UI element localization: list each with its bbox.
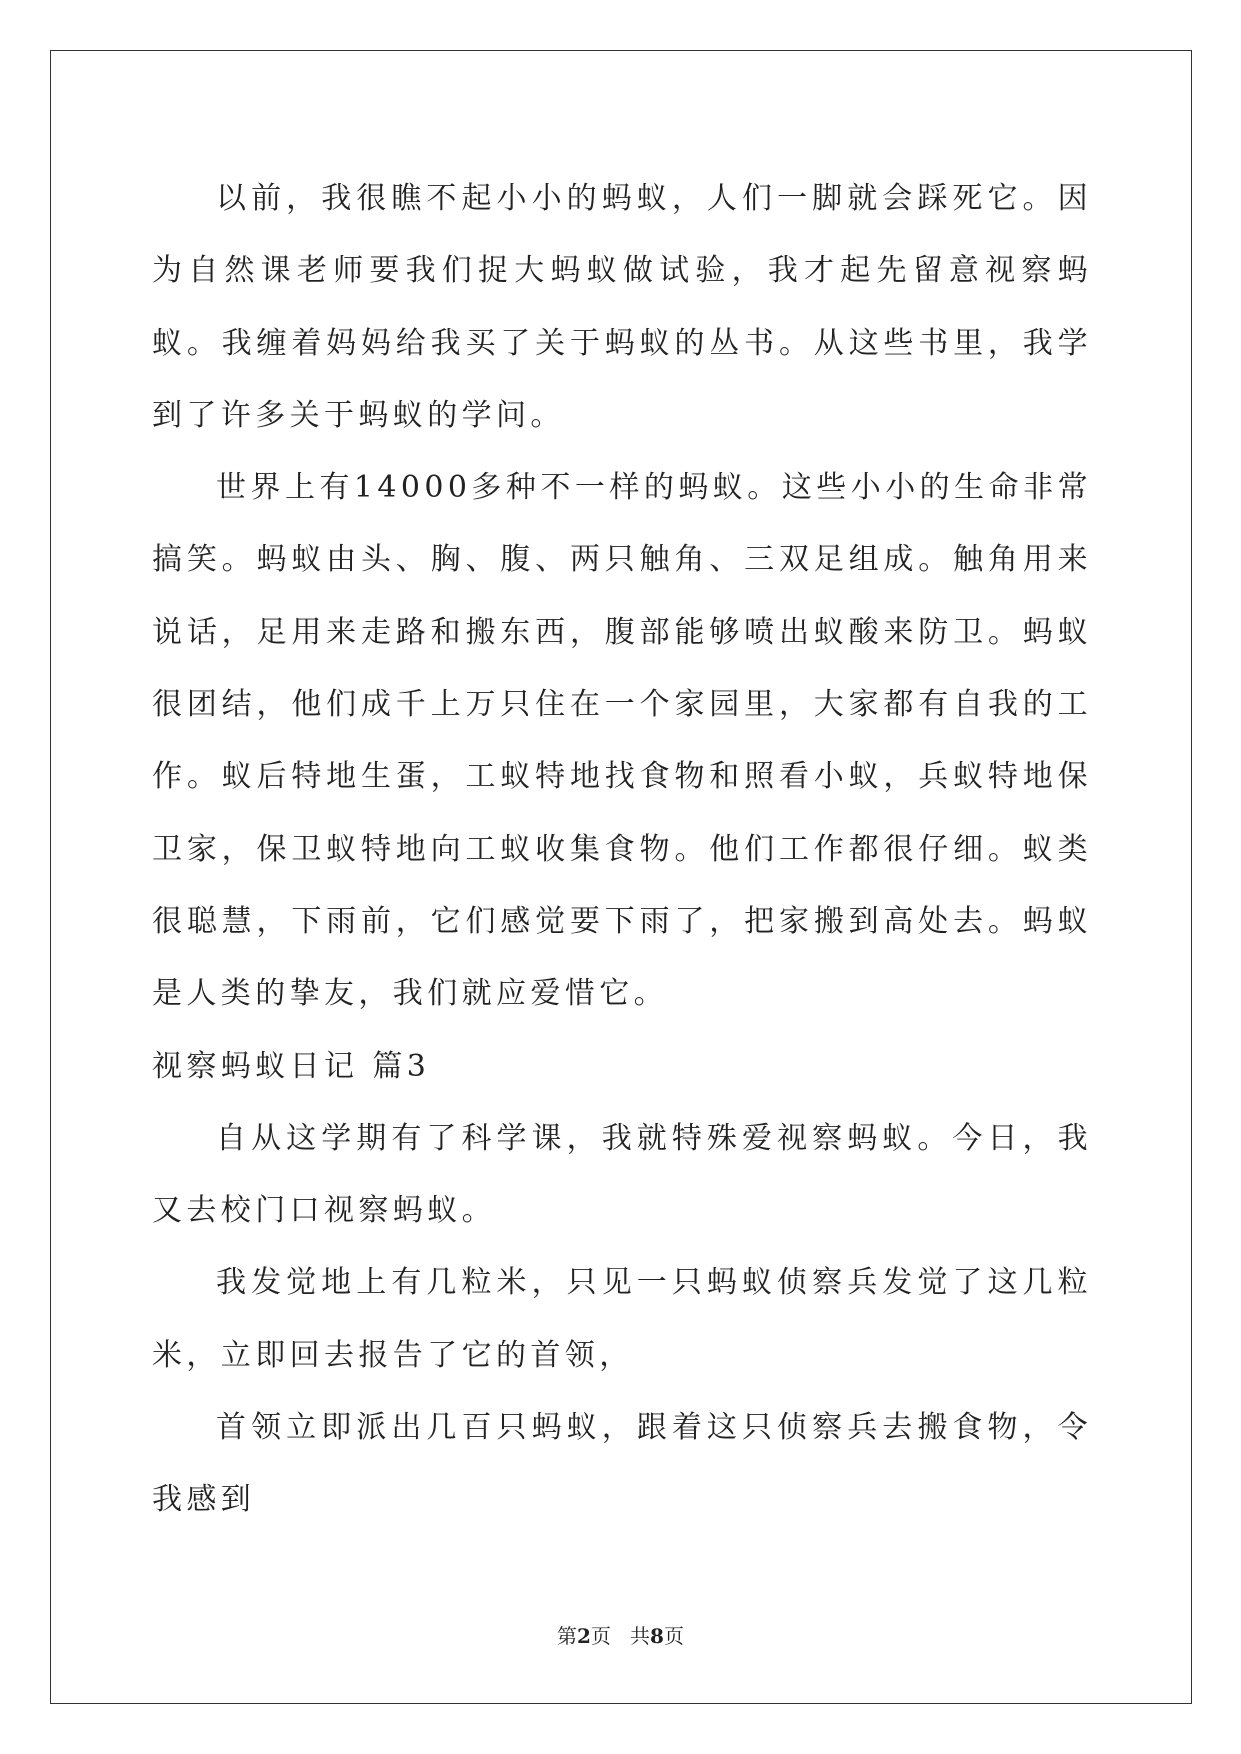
footer-total-prefix: 共: [630, 1624, 651, 1648]
footer-prefix: 第: [557, 1624, 578, 1648]
paragraph-5: 首领立即派出几百只蚂蚁，跟着这只侦察兵去搬食物，令我感到: [152, 1410, 1092, 1518]
footer-page-unit: 页: [590, 1624, 611, 1648]
paragraph-3: 自从这学期有了科学课，我就特殊爱视察蚂蚁。今日，我又去校门口视察蚂蚁。: [152, 1120, 1092, 1229]
paragraph-4: 我发觉地上有几粒米，只见一只蚂蚁侦察兵发觉了这几粒米，立即回去报告了它的首领，: [152, 1265, 1092, 1373]
page-footer: [0, 1620, 1241, 1649]
footer-total-unit: 页: [663, 1624, 684, 1648]
paragraph-2: 世界上有14000多种不一样的蚂蚁。这些小小的生命非常搞笑。蚂蚁由头、胸、腹、两只触角、三双足组成。触角用来说话，足用来走路和搬东西，腹部能够喷出蚁酸来防卫。蚂蚁很团结，他们成千上万只住在一个家园里，大家都有自我的工作。蚁后特地生蛋，工蚁特地找食物和照看小蚁，兵蚁特地保卫家，保卫蚁特地向工蚁收集食物。他们工作都很仔细。蚁类很聪慧，下雨前，它们感觉要下雨了，把家搬到高处去。蚂蚁是人类的挚友，我们就应爱惜它。: [152, 470, 1092, 1012]
section-heading: 视察蚂蚁日记 篇3: [152, 1048, 431, 1084]
paragraph-1: 以前，我很瞧不起小小的蚂蚁，人们一脚就会踩死它。因为自然课老师要我们捉大蚂蚁做试验，我才起先留意视察蚂蚁。我缠着妈妈给我买了关于蚂蚁的丛书。从这些书里，我学到了许多关于蚂蚁的学问。: [152, 181, 1092, 433]
document-body: [152, 163, 1092, 1537]
current-page-number: 2: [577, 1624, 591, 1648]
total-pages-number: 8: [650, 1624, 664, 1648]
